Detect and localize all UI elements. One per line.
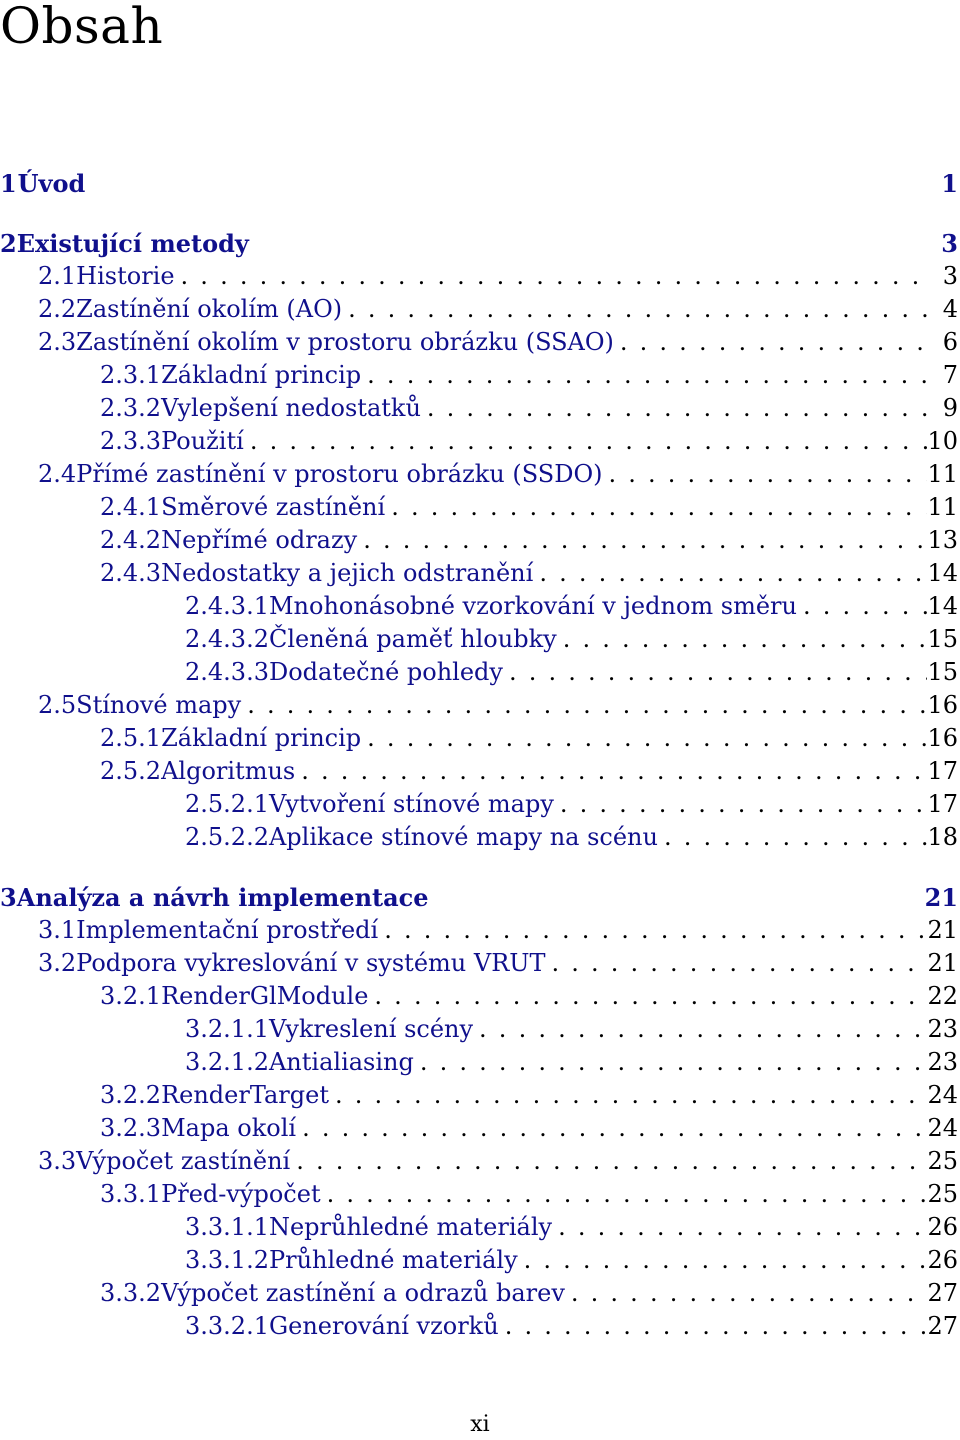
toc-entry-page: 17 — [927, 790, 958, 818]
toc-leader-dots — [418, 1046, 928, 1079]
toc-leader-dots — [556, 1211, 927, 1244]
toc-leader-dots — [507, 656, 927, 689]
toc-entry-number: 3.2.3 — [100, 1114, 162, 1142]
toc-leader-dots — [179, 260, 928, 293]
toc-entry-label: Mapa okolí — [161, 1114, 297, 1142]
toc-entry-number: 2.4.2 — [100, 526, 162, 554]
toc-entry-page: 3 — [942, 262, 958, 290]
toc-entry-number: 3.3.1.2 — [185, 1246, 269, 1274]
toc-entry-number: 2.4 — [38, 460, 77, 488]
toc-entry[interactable] — [0, 491, 958, 524]
toc-entry-label: Výpočet zastínění — [76, 1147, 291, 1175]
toc-entry-page: 16 — [927, 691, 958, 719]
toc-entry[interactable] — [0, 1277, 958, 1310]
toc-leader-dots — [550, 947, 928, 980]
toc-entry[interactable] — [0, 326, 958, 359]
toc-entry-number: 3.2.2 — [100, 1081, 162, 1109]
toc-leader-dots — [333, 1079, 927, 1112]
toc-entry-label: Historie — [76, 262, 175, 290]
toc-entry-number: 2.5.2.1 — [185, 790, 269, 818]
toc-entry-number: 2.3 — [38, 328, 77, 356]
toc-leader-dots — [522, 1244, 928, 1277]
toc-entry-label: Nepřímé odrazy — [161, 526, 358, 554]
toc-entry-label: Generování vzorků — [268, 1312, 499, 1340]
toc-entry-number: 2.5.1 — [100, 724, 162, 752]
toc-entry-number: 3 — [0, 883, 17, 912]
toc-leader-dots — [346, 293, 928, 326]
toc-entry-number: 2.1 — [38, 262, 77, 290]
toc-entry-page: 14 — [927, 559, 958, 587]
toc-entry-number: 1 — [0, 169, 17, 198]
toc-entry-number: 2.3.3 — [100, 427, 162, 455]
toc-entry-page: 17 — [927, 757, 958, 785]
toc-entry-page: 15 — [927, 658, 958, 686]
toc-entry-label: Algoritmus — [161, 757, 296, 785]
toc-entry-label: Antialiasing — [268, 1048, 414, 1076]
toc-entry-number: 2.3.1 — [100, 361, 162, 389]
toc-entry-label: Neprůhledné materiály — [268, 1213, 553, 1241]
toc-entry-page: 26 — [927, 1213, 958, 1241]
toc-entry-number: 2.5 — [38, 691, 77, 719]
toc-entry[interactable] — [0, 557, 958, 590]
toc-entry-label: Nedostatky a jejich odstranění — [161, 559, 534, 587]
toc-entry[interactable] — [0, 293, 958, 326]
toc-chapter-entry[interactable] — [0, 227, 958, 260]
toc-leader-dots — [801, 590, 927, 623]
toc-leader-dots — [365, 722, 927, 755]
toc-leader-dots — [294, 1145, 927, 1178]
toc-leader-dots — [389, 491, 927, 524]
toc-entry-number: 2.4.3 — [100, 559, 162, 587]
toc-entry-page: 24 — [927, 1081, 958, 1109]
toc-leader-dots — [606, 458, 927, 491]
toc-entry-page: 11 — [927, 493, 958, 521]
toc-entry-number: 3.3.1.1 — [185, 1213, 269, 1241]
toc-entry[interactable] — [0, 1079, 958, 1112]
toc-entry-number: 2.4.3.3 — [185, 658, 269, 686]
toc-entry-label: Zastínění okolím v prostoru obrázku (SSAO) — [76, 328, 614, 356]
toc-entry-label: Před-výpočet — [161, 1180, 321, 1208]
toc-entry-page: 18 — [927, 823, 958, 851]
toc-entry-label: Podpora vykreslování v systému VRUT — [76, 949, 546, 977]
toc-entry-label: Vytvoření stínové mapy — [268, 790, 554, 818]
toc-entry-page: 26 — [927, 1246, 958, 1274]
toc-chapter-entry[interactable] — [0, 167, 958, 200]
toc-entry-number: 2.4.1 — [100, 493, 162, 521]
toc-entry[interactable] — [0, 260, 958, 293]
toc-entry-page: 23 — [927, 1015, 958, 1043]
toc-entry-page: 3 — [941, 229, 958, 258]
toc-entry-label: Základní princip — [161, 724, 362, 752]
page-number: xi — [470, 1412, 490, 1437]
toc-entry-page: 23 — [927, 1048, 958, 1076]
toc-entry-label: Výpočet zastínění a odrazů barev — [161, 1279, 565, 1307]
toc-entry[interactable] — [0, 656, 958, 689]
toc-entry[interactable] — [0, 425, 958, 458]
toc-entry-label: RenderGlModule — [161, 982, 369, 1010]
toc-leader-dots — [361, 524, 927, 557]
toc-entry[interactable] — [0, 788, 958, 821]
toc-entry-page: 7 — [942, 361, 958, 389]
toc-entry-page: 4 — [942, 295, 958, 323]
toc-entry-label: Existující metody — [16, 229, 249, 258]
toc-entry-page: 21 — [924, 883, 958, 912]
toc-entry-page: 11 — [927, 460, 958, 488]
toc-entry[interactable] — [0, 947, 958, 980]
toc-entry-page: 27 — [927, 1312, 958, 1340]
page-title: Obsah — [0, 0, 164, 55]
toc-leader-dots — [325, 1178, 928, 1211]
toc-entry[interactable] — [0, 524, 958, 557]
toc-entry-page: 14 — [927, 592, 958, 620]
toc-entry[interactable] — [0, 392, 958, 425]
toc-entry-page: 15 — [927, 625, 958, 653]
toc-entry-label: Vykreslení scény — [268, 1015, 474, 1043]
toc-leader-dots — [537, 557, 927, 590]
toc-entry[interactable] — [0, 1145, 958, 1178]
toc-entry[interactable] — [0, 623, 958, 656]
toc-entry-number: 2.2 — [38, 295, 77, 323]
toc-entry-label: Stínové mapy — [76, 691, 242, 719]
toc-entry-number: 2.3.2 — [100, 394, 162, 422]
toc-leader-dots — [558, 788, 928, 821]
toc-entry-number: 3.3.2.1 — [185, 1312, 269, 1340]
toc-entry-page: 13 — [927, 526, 958, 554]
toc-entry-number: 3.2.1 — [100, 982, 162, 1010]
toc-entry-page: 25 — [927, 1180, 958, 1208]
toc-entry-page: 24 — [927, 1114, 958, 1142]
toc-entry-page: 25 — [927, 1147, 958, 1175]
toc-leader-dots — [300, 1112, 927, 1145]
toc-entry[interactable] — [0, 1310, 958, 1343]
toc-entry-number: 2.4.3.1 — [185, 592, 269, 620]
toc-leader-dots — [382, 914, 927, 947]
toc-leader-dots — [365, 359, 928, 392]
toc-entry-page: 6 — [942, 328, 958, 356]
toc-entry[interactable] — [0, 980, 958, 1013]
toc-entry[interactable] — [0, 590, 958, 623]
toc-entry-number: 3.3 — [38, 1147, 77, 1175]
toc-entry-page: 27 — [927, 1279, 958, 1307]
toc-entry-label: Zastínění okolím (AO) — [76, 295, 343, 323]
toc-entry-label: Úvod — [17, 169, 86, 198]
toc-entry-page: 10 — [927, 427, 958, 455]
toc-entry-number: 3.2.1.1 — [185, 1015, 269, 1043]
toc-entry[interactable] — [0, 1112, 958, 1145]
toc-entry-number: 2.5.2.2 — [185, 823, 269, 851]
toc-entry-label: RenderTarget — [161, 1081, 329, 1109]
toc-leader-dots — [561, 623, 928, 656]
toc-entry[interactable] — [0, 1013, 958, 1046]
toc-entry-number: 3.2.1.2 — [185, 1048, 269, 1076]
toc-entry-number: 3.3.2 — [100, 1279, 162, 1307]
toc-entry[interactable] — [0, 821, 958, 854]
toc-entry[interactable] — [0, 359, 958, 392]
toc-entry-page: 9 — [942, 394, 958, 422]
toc-leader-dots — [662, 821, 927, 854]
toc-entry-label: Implementační prostředí — [76, 916, 379, 944]
toc-entry-page: 1 — [941, 169, 958, 198]
toc-entry-page: 22 — [927, 982, 958, 1010]
toc-leader-dots — [299, 755, 927, 788]
toc-leader-dots — [372, 980, 927, 1013]
toc-leader-dots — [477, 1013, 927, 1046]
toc-entry-number: 2.5.2 — [100, 757, 162, 785]
toc-entry[interactable] — [0, 1211, 958, 1244]
toc-entry-number: 3.1 — [38, 916, 77, 944]
toc-entry-label: Použití — [161, 427, 244, 455]
toc-entry[interactable] — [0, 458, 958, 491]
toc-entry[interactable] — [0, 1178, 958, 1211]
toc-entry-page: 16 — [927, 724, 958, 752]
toc-entry[interactable] — [0, 755, 958, 788]
toc-entry-label: Přímé zastínění v prostoru obrázku (SSDO) — [76, 460, 603, 488]
toc-entry-label: Průhledné materiály — [268, 1246, 518, 1274]
toc-entry-label: Mnohonásobné vzorkování v jednom směru — [268, 592, 797, 620]
toc-entry-label: Vylepšení nedostatků — [161, 394, 421, 422]
toc-entry[interactable] — [0, 722, 958, 755]
toc-leader-dots — [618, 326, 928, 359]
toc-entry-number: 2 — [0, 229, 17, 258]
toc-leader-dots — [248, 425, 928, 458]
toc-entry-label: Analýza a návrh implementace — [16, 883, 429, 912]
toc-entry-number: 3.3.1 — [100, 1180, 162, 1208]
toc-chapter-entry[interactable] — [0, 881, 958, 914]
toc-entry-page: 21 — [927, 916, 958, 944]
toc-entry-label: Členěná paměť hloubky — [268, 625, 557, 653]
toc-entry-label: Aplikace stínové mapy na scénu — [268, 823, 658, 851]
toc-entry[interactable] — [0, 914, 958, 947]
toc-leader-dots — [425, 392, 928, 425]
toc-entry[interactable] — [0, 1244, 958, 1277]
toc-entry-label: Základní princip — [161, 361, 362, 389]
toc-entry-page: 21 — [927, 949, 958, 977]
toc-leader-dots — [503, 1310, 928, 1343]
toc-entry-number: 2.4.3.2 — [185, 625, 269, 653]
toc-entry[interactable] — [0, 1046, 958, 1079]
toc-entry-label: Dodatečné pohledy — [268, 658, 503, 686]
toc-entry-number: 3.2 — [38, 949, 77, 977]
toc-leader-dots — [569, 1277, 928, 1310]
toc-entry[interactable] — [0, 689, 958, 722]
toc-entry-label: Směrové zastínění — [161, 493, 386, 521]
toc-leader-dots — [245, 689, 927, 722]
